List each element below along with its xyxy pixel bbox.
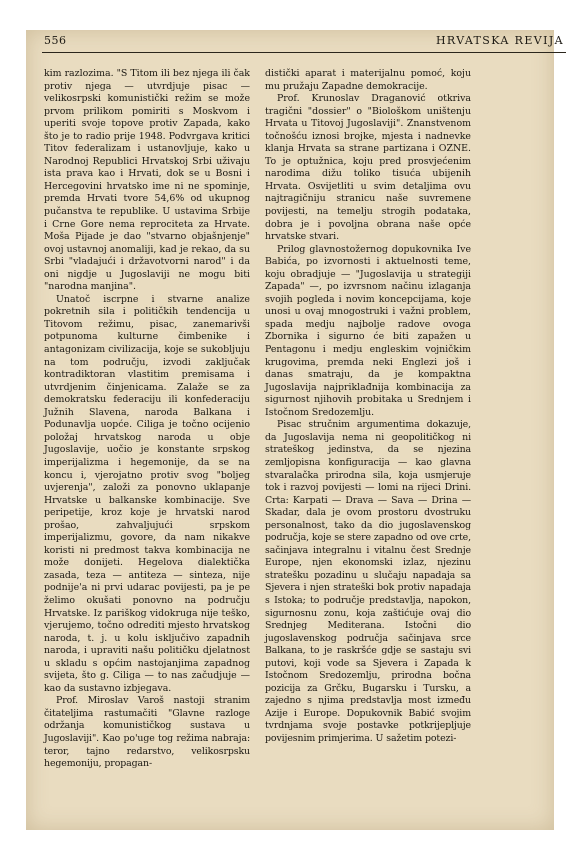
paragraph: kim razlozima. "S Titom ili bez njega ili čak protiv njega — utvrdjuje pisac — velikosrpski komunistički režim se može prvom prilikom pomiriti s Moskvom i uperiti svoje topove protiv Zapada, kako što je to radio prije 1948. Podvrgava kritici Titov federalizam i ustanovljuje, kako u Narodnoj Republici Hrvatskoj Srbi uživaju ista prava kao i Hrvati, dok se u Bosni i Hercegovini hrvatsko ime ni ne spominje, premda Hrvati tvore 54,6% od ukupnog pučanstva te republike. U ustavima Srbije i Crne Gore nema reprociteta za Hrvate. Moša Pijade je dao "stvarno objašnjenje" ovoj ustavnoj anomaliji, kad je rekao, da su Srbi "vladajući i državotvorni narod" i da oni nigdje u Jugoslaviji ne mogu biti "narodna manjina". [44, 68, 250, 293]
header-rule [42, 52, 566, 53]
paragraph: distički aparat i materijalnu pomoć, koju mu pružaju Zapadne demokracije. [265, 68, 471, 92]
paragraph: Prof. Miroslav Varoš nastoji stranim čitateljima rastumačiti "Glavne razloge održanja komunističkog sustava u Jugoslaviji". Kao po'uge tog režima nabraja: teror, tajno redarstvo, velikosrpsku hegemoniju, propagan- [44, 695, 250, 770]
right-column [265, 68, 471, 746]
paragraph: Unatoč iscrpne i stvarne analize pokretnih sila i političkih tendencija u Titovom režimu, pisac, zanemarivši potpunoma kulturne čimbenike i antagonizam civilizacija, koje se sukobljuju na tom području, izvodi zaključak kontradiktoran vlastitim premisama i utvrdjenim činjenicama. Zalaže se za demokratsku federaciju ili konfederaciju Južnih Slavena, naroda Balkana i Podunavlja uopće. Ciliga je točno ocijenio položaj hrvatskog naroda u obje Jugoslavije, uočio je konstante srpskog imperijalizma i hegemonije, da se na koncu i, vjerojatno protiv svog "boljeg uvjerenja", založi za ponovno uklapanje Hrvatske u balkanske kombinacije. Sve peripetije, kroz koje je hrvatski narod prošao, zahvaljujući srpskom imperijalizmu, govore, da nam nikakve koristi ni predmost takva kombinacija ne može donijeti. Hegelova dialektička zasada, teza — antiteza — sinteza, nije podnije'a ni prvi udarac povijesti, pa je pe želimo okušati ponovno na području Hrvatske. Iz pariškog vidokruga nije teško, vjerujemo, točno odrediti mjesto hrvatskog naroda, t. j. u kolu isključivo zapadnih naroda, i upraviti našu političku djelatnost u skladu s općim nastojanjima zapadnog svijeta, što g. Ciliga — to nas začudjuje — kao da sustavno izbjegava. [44, 293, 250, 694]
left-column [44, 68, 250, 771]
page-number: 556 [44, 34, 67, 47]
paragraph: Prof. Krunoslav Draganović otkriva tragični "dossier" o "Biološkom uništenju Hrvata u Titovoj Jugoslaviji". Znanstvenom točnošću iznosi brojke, mjesta i nadnevke klanja Hrvata sa strane partizana i OZNE. To je optužnica, koju pred prosvjećenim narodima dižu toliko tisuća ubijenih Hrvata. Osvijetliti u svim detaljima ovu najtragičniju stranicu naše suvremene povijesti, na temelju strogih podataka, dobra je i povoljna obrana naše opće hrvatske stvari. [265, 93, 471, 243]
paragraph: Prilog glavnostožernog dopukovnika Ive Babića, po izvornosti i aktuelnosti teme, koju obradjuje — "Jugoslavija u strategiji Zapada" —, po izvrsnom načinu izlaganja svojih pogleda i novim koncepcijama, koje unosi u ovaj mnogostruki i važni problem, spada medju najbolje radove ovoga Zbornika i sigurno će biti zapažen u Pentagonu i medju engleskim vojničkim krugovima, premda neki Englezi još i danas smatraju, da je kompaktna Jugoslavija najpriklađnija kombinacija za sigurnost njihovih probitaka u Srednjem i Istočnom Sredozemlju. [265, 243, 471, 418]
paragraph: Pisac stručnim argumentima dokazuje, da Jugoslavija nema ni geopolitičkog ni strateškog jedinstva, da se njezina zemljopisna konfiguracija — kao glavna stvaralačka prirodna sila, koja usmjeruje tok i razvoj povijesti — lomi na rijeci Drini. Crta: Karpati — Drava — Sava — Drina — Skadar, dala je ovom prostoru dvostruku personalnost, tako da dio jugoslavenskog područja, koje se stere zapadno od ove crte, sačinjava integralnu i vitalnu čest Srednje Europe, njen ekonomski izlaz, njezinu stratešku pozadinu u slučaju napadaja sa Sjevera i njen strateški bok protiv napadaja s Istoka; to područje predstavlja, napokon, sigurnosnu zonu, koja zaštićuje ovaj dio Srednjeg Mediterana. Istočni dio jugoslavenskog područja sačinjava srce Balkana, to je raskršće gdje se sastaju svi putovi, koji vode sa Sjevera i Zapada k Istočnom Sredozemlju, prirodna bočna pozicija za Grčku, Bugarsku i Tursku, a zajedno s njima predstavlja most između Azije i Europe. Dopukovnik Babić svojim tvrdnjama svoje postavke potkrijepljuje povijesnim primjerima. U sažetim potezi- [265, 419, 471, 744]
journal-title: HRVATSKA REVIJA [435, 34, 564, 47]
